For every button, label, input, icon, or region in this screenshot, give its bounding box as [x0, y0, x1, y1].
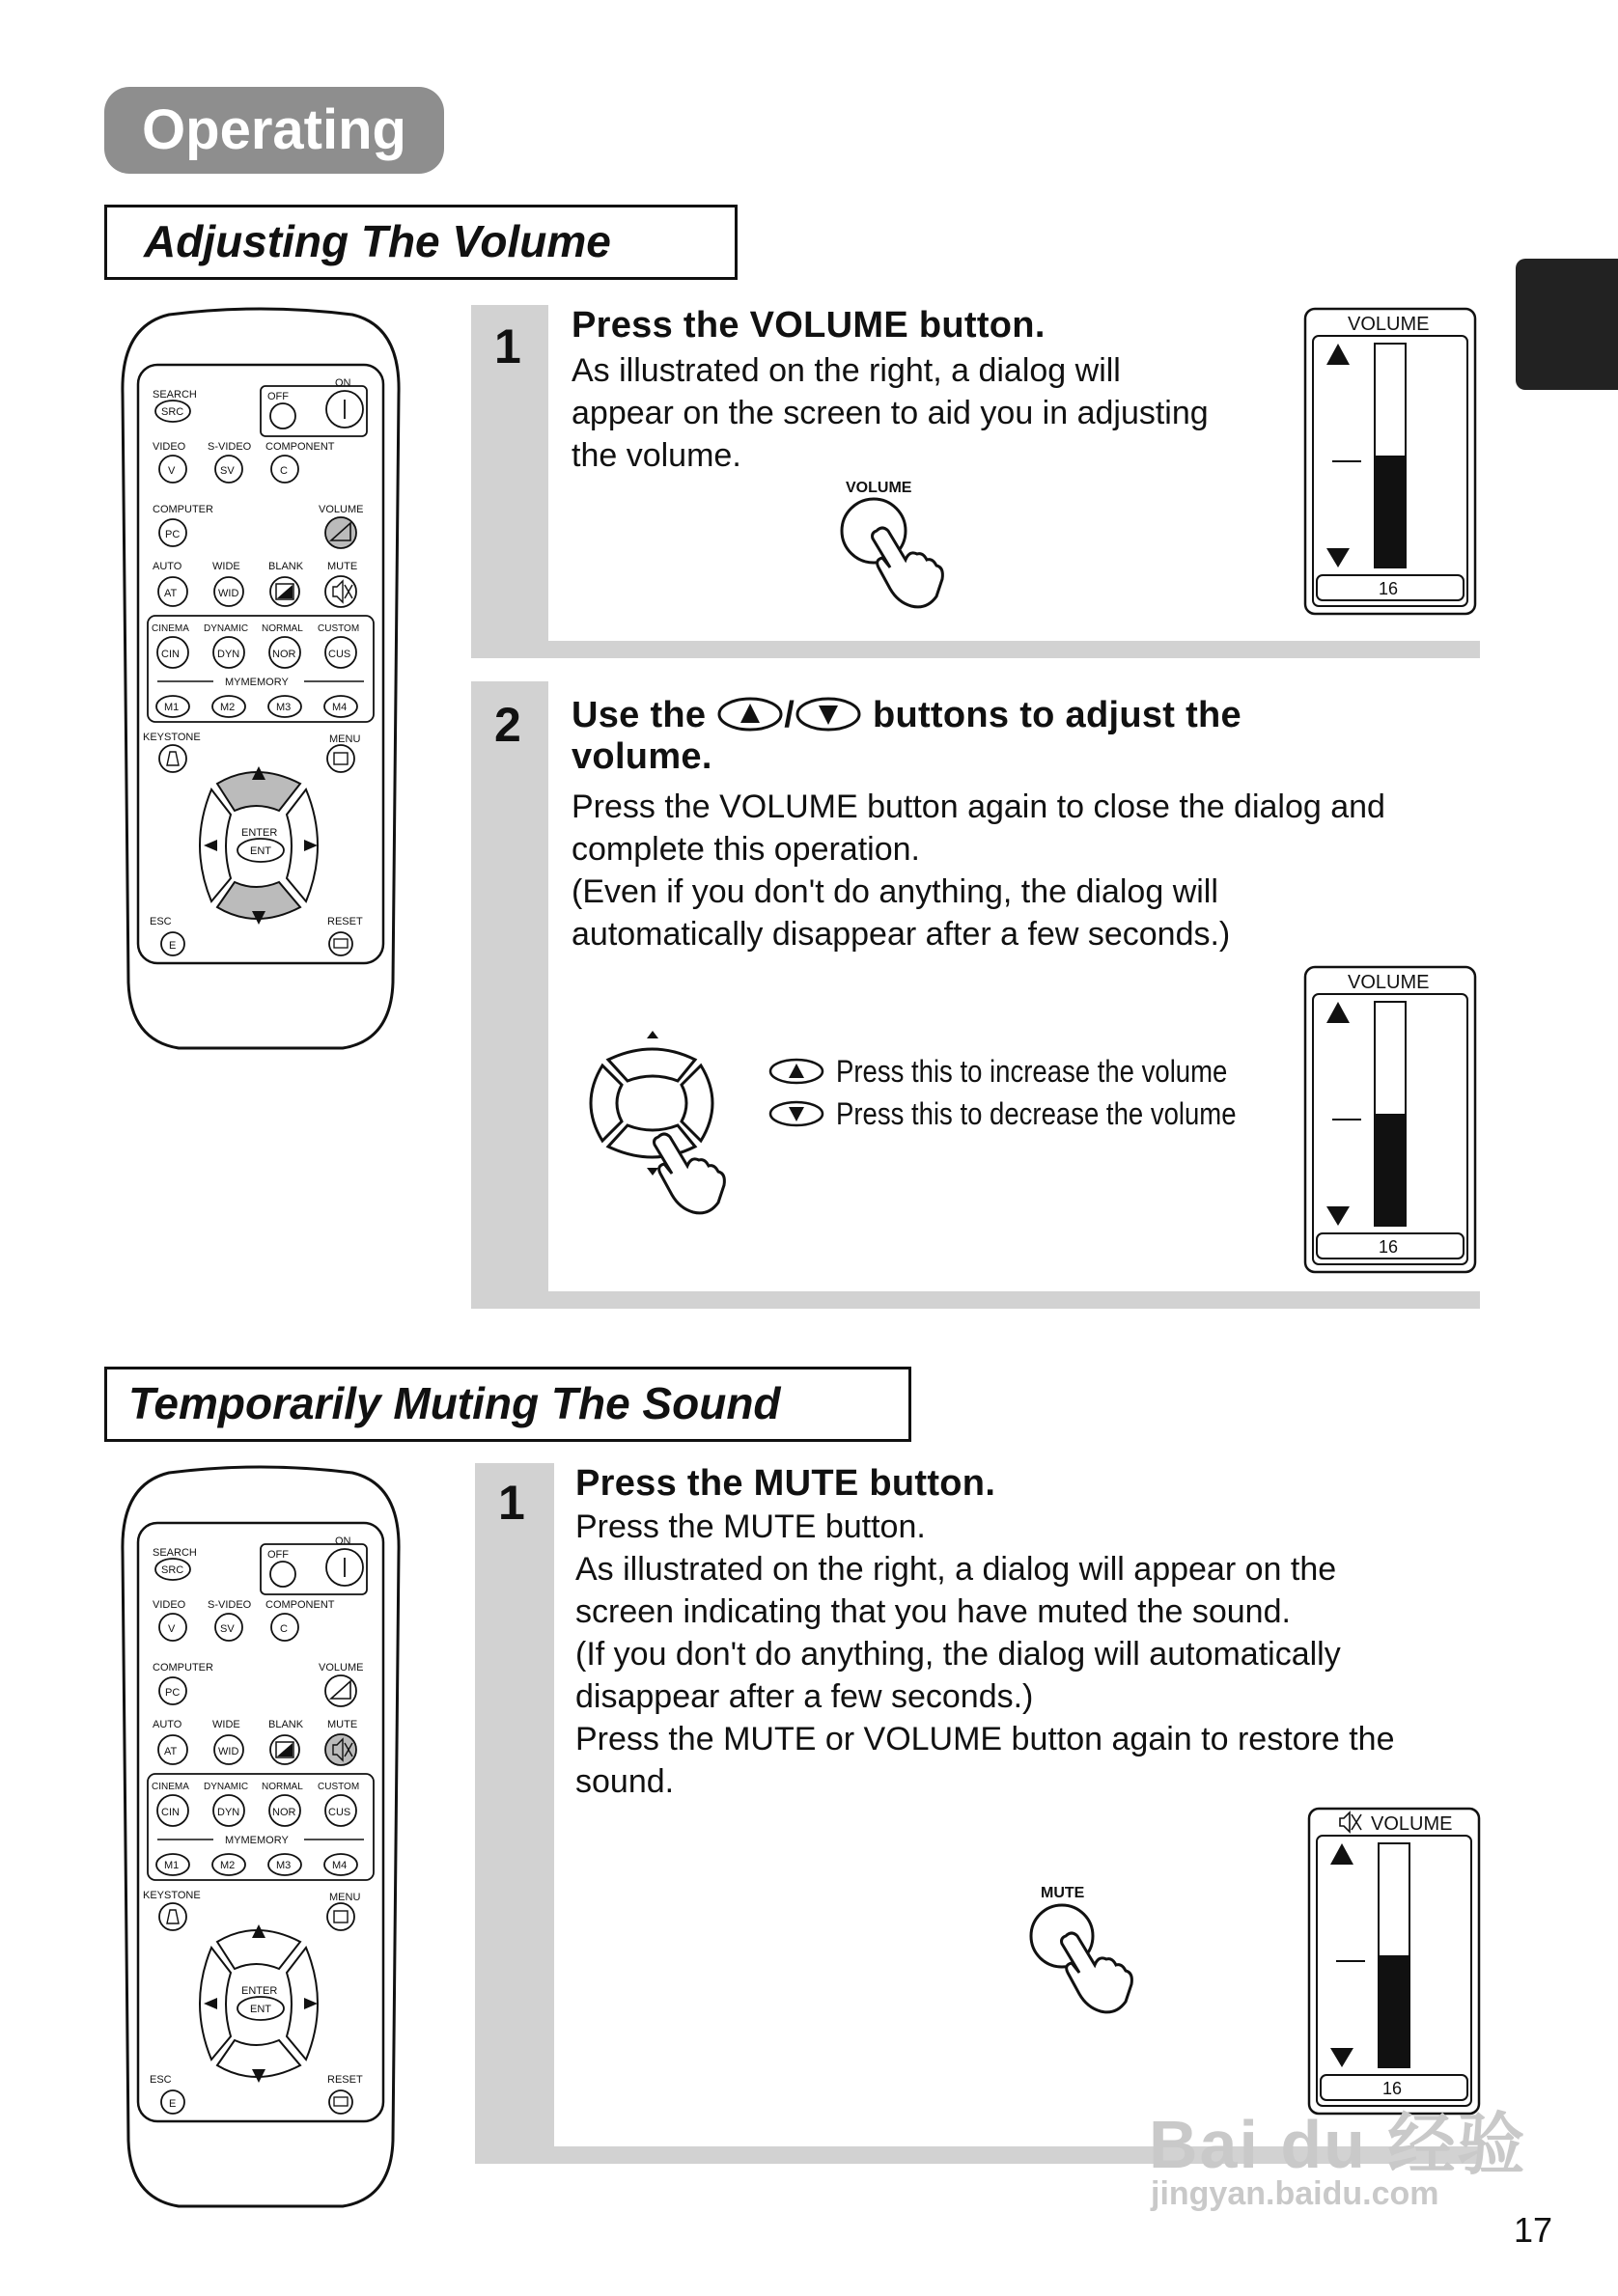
remote-label-search: SEARCH — [153, 389, 197, 401]
step-number: 2 — [494, 698, 521, 752]
remote-label-normal: NORMAL — [262, 1782, 303, 1792]
remote-label-off: OFF — [267, 1549, 289, 1561]
step-band-bottom — [471, 641, 1480, 658]
volume-dialog-step2 — [1303, 965, 1477, 1274]
remote-label-blank: BLANK — [268, 1719, 304, 1730]
remote-control-illustration — [111, 1465, 410, 2218]
volume-dialog-value: 16 — [1379, 579, 1399, 598]
remote-label-wide: WIDE — [212, 1719, 240, 1730]
remote-label-m2: M2 — [220, 702, 236, 713]
remote-label-nor: NOR — [272, 1807, 296, 1818]
remote-label-component: COMPONENT — [265, 1599, 335, 1611]
mute-section-title: Temporarily Muting The Sound — [104, 1367, 911, 1442]
remote-label-cin: CIN — [161, 649, 180, 660]
step-body — [575, 1506, 1483, 1803]
mute-button-caption: MUTE — [1041, 1885, 1085, 1901]
body-line: As illustrated on the right, a dialog will appear on the — [575, 1551, 1337, 1588]
remote-label-auto: AUTO — [153, 561, 182, 572]
remote-label-computer: COMPUTER — [153, 504, 213, 515]
body-line: (Even if you don't do anything, the dialog will — [572, 873, 1218, 910]
remote-label-ent: ENT — [250, 2004, 271, 2015]
remote-label-sv: SV — [220, 1623, 235, 1635]
step-heading: Press the MUTE button. — [575, 1463, 996, 1504]
pointing-hand-icon — [1062, 1933, 1132, 2012]
volume-dialog-value: 16 — [1379, 1237, 1399, 1257]
remote-label-pc: PC — [165, 1687, 181, 1699]
section-tab: Operating — [104, 87, 444, 174]
remote-label-enter: ENTER — [241, 827, 278, 839]
remote-label-src: SRC — [161, 1564, 184, 1576]
heading-part: Use the — [572, 695, 707, 735]
down-button-icon — [795, 696, 862, 733]
pointing-hand-icon — [873, 528, 943, 607]
remote-label-wide: WIDE — [212, 561, 240, 572]
remote-control-illustration — [111, 307, 410, 1060]
volume-dialog-value: 16 — [1382, 2079, 1403, 2098]
remote-label-dynamic: DYNAMIC — [204, 623, 249, 634]
step-heading — [572, 695, 1479, 778]
remote-label-auto: AUTO — [153, 1719, 182, 1730]
remote-label-esc: ESC — [150, 916, 172, 927]
page-number: 17 — [1514, 2210, 1553, 2250]
remote-label-normal: NORMAL — [262, 623, 303, 634]
remote-label-wid: WID — [218, 588, 239, 599]
remote-label-wid: WID — [218, 1746, 239, 1757]
remote-label-on: ON — [335, 377, 351, 389]
remote-label-video: VIDEO — [153, 1599, 186, 1611]
remote-label-src: SRC — [161, 406, 184, 418]
press-mute-button-illustration — [1023, 1880, 1168, 2034]
remote-label-dyn: DYN — [217, 1807, 240, 1818]
remote-label-e: E — [169, 940, 177, 952]
volume-dialog — [1303, 965, 1477, 1274]
volume-section-title: Adjusting The Volume — [104, 205, 738, 280]
arrow-pad-illustration — [570, 1031, 772, 1243]
remote-label-dynamic: DYNAMIC — [204, 1782, 249, 1792]
remote-label-custom: CUSTOM — [318, 623, 360, 634]
remote-label-m2: M2 — [220, 1860, 236, 1871]
remote-control-mute — [111, 1465, 410, 2218]
remote-label-c: C — [280, 465, 288, 477]
body-line: Press the MUTE button. — [575, 1508, 926, 1545]
step-band — [475, 1463, 554, 2164]
legend-decrease: Press this to decrease the volume — [836, 1096, 1237, 1131]
remote-label-blank: BLANK — [268, 561, 304, 572]
remote-label-reset: RESET — [327, 2074, 363, 2086]
volume-dialog — [1307, 1807, 1481, 2116]
down-button-icon — [767, 1099, 825, 1128]
body-line: (If you don't do anything, the dialog will automatically — [575, 1636, 1341, 1673]
remote-label-cus: CUS — [328, 649, 351, 660]
volume-dialog-title: VOLUME — [1348, 314, 1430, 335]
remote-label-m1: M1 — [164, 702, 180, 713]
remote-label-off: OFF — [267, 391, 289, 402]
remote-control-volume — [111, 307, 410, 1060]
up-button-icon — [716, 696, 784, 733]
volume-level-fill — [1375, 1114, 1406, 1226]
remote-label-sv: SV — [220, 465, 235, 477]
body-line: screen indicating that you have muted the sound. — [575, 1593, 1291, 1630]
remote-label-menu: MENU — [329, 733, 361, 745]
remote-label-volume: VOLUME — [319, 1662, 364, 1674]
remote-label-mymemory: MYMEMORY — [225, 1835, 289, 1846]
body-line: Press the MUTE or VOLUME button again to restore the — [575, 1721, 1395, 1757]
body-line: As illustrated on the right, a dialog will — [572, 352, 1121, 389]
volume-level-fill — [1379, 1955, 1409, 2067]
body-line: complete this operation. — [572, 831, 920, 868]
legend-increase: Press this to increase the volume — [836, 1054, 1228, 1089]
remote-label-v: V — [168, 1623, 176, 1635]
step-body — [572, 349, 1286, 477]
remote-label-m4: M4 — [332, 1860, 348, 1871]
remote-label-pc: PC — [165, 529, 181, 540]
up-button-icon — [767, 1057, 825, 1086]
remote-label-c: C — [280, 1623, 288, 1635]
remote-label-video: VIDEO — [153, 441, 186, 453]
remote-label-nor: NOR — [272, 649, 296, 660]
press-volume-button-illustration — [830, 475, 975, 620]
remote-label-mymemory: MYMEMORY — [225, 677, 289, 688]
remote-label-cus: CUS — [328, 1807, 351, 1818]
step-body — [572, 786, 1479, 955]
body-line: the volume. — [572, 437, 741, 474]
remote-label-reset: RESET — [327, 916, 363, 927]
heading-part: buttons to adjust the — [872, 695, 1241, 735]
volume-dialog-title: VOLUME — [1371, 1813, 1453, 1835]
remote-label-cinema: CINEMA — [152, 1782, 189, 1792]
remote-label-svideo: S-VIDEO — [208, 441, 252, 453]
remote-label-at: AT — [164, 1746, 178, 1757]
heading-sep: / — [784, 695, 795, 735]
remote-label-v: V — [168, 465, 176, 477]
remote-label-keystone: KEYSTONE — [143, 1890, 201, 1901]
body-line: sound. — [575, 1763, 675, 1800]
remote-label-m3: M3 — [276, 702, 292, 713]
remote-label-component: COMPONENT — [265, 441, 335, 453]
remote-label-cin: CIN — [161, 1807, 180, 1818]
watermark-brand: Bai du 经验 — [1149, 2107, 1527, 2182]
remote-label-enter: ENTER — [241, 1985, 278, 1997]
volume-dialog-step1 — [1303, 307, 1477, 616]
volume-button-caption: VOLUME — [846, 480, 912, 496]
volume-level-fill — [1375, 456, 1406, 567]
remote-label-menu: MENU — [329, 1892, 361, 1903]
step-band-bottom — [471, 1291, 1480, 1309]
body-line: Press the VOLUME button again to close the dialog and — [572, 788, 1385, 825]
remote-label-keystone: KEYSTONE — [143, 732, 201, 743]
watermark-url: jingyan.baidu.com — [1151, 2175, 1439, 2212]
body-line: disappear after a few seconds.) — [575, 1678, 1034, 1715]
remote-label-m1: M1 — [164, 1860, 180, 1871]
remote-label-search: SEARCH — [153, 1547, 197, 1559]
remote-label-custom: CUSTOM — [318, 1782, 360, 1792]
body-line: appear on the screen to aid you in adjusting — [572, 395, 1209, 431]
remote-label-svideo: S-VIDEO — [208, 1599, 252, 1611]
remote-label-dyn: DYN — [217, 649, 240, 660]
remote-label-e: E — [169, 2098, 177, 2110]
body-line: automatically disappear after a few seconds.) — [572, 916, 1231, 953]
remote-label-mute: MUTE — [327, 1719, 358, 1730]
chapter-side-tab — [1516, 259, 1618, 390]
step-number: 1 — [498, 1476, 525, 1530]
remote-label-ent: ENT — [250, 845, 271, 857]
heading-line2: volume. — [572, 736, 712, 777]
remote-label-cinema: CINEMA — [152, 623, 189, 634]
remote-label-volume: VOLUME — [319, 504, 364, 515]
step-number: 1 — [494, 319, 521, 373]
remote-label-m3: M3 — [276, 1860, 292, 1871]
remote-label-esc: ESC — [150, 2074, 172, 2086]
remote-label-mute: MUTE — [327, 561, 358, 572]
volume-dialog-title: VOLUME — [1348, 972, 1430, 993]
remote-label-computer: COMPUTER — [153, 1662, 213, 1674]
remote-label-m4: M4 — [332, 702, 348, 713]
volume-dialog-muted — [1307, 1807, 1481, 2116]
remote-label-at: AT — [164, 588, 178, 599]
volume-dialog — [1303, 307, 1477, 616]
remote-label-on: ON — [335, 1535, 351, 1547]
step-band — [471, 681, 548, 1309]
step-heading: Press the VOLUME button. — [572, 305, 1046, 346]
